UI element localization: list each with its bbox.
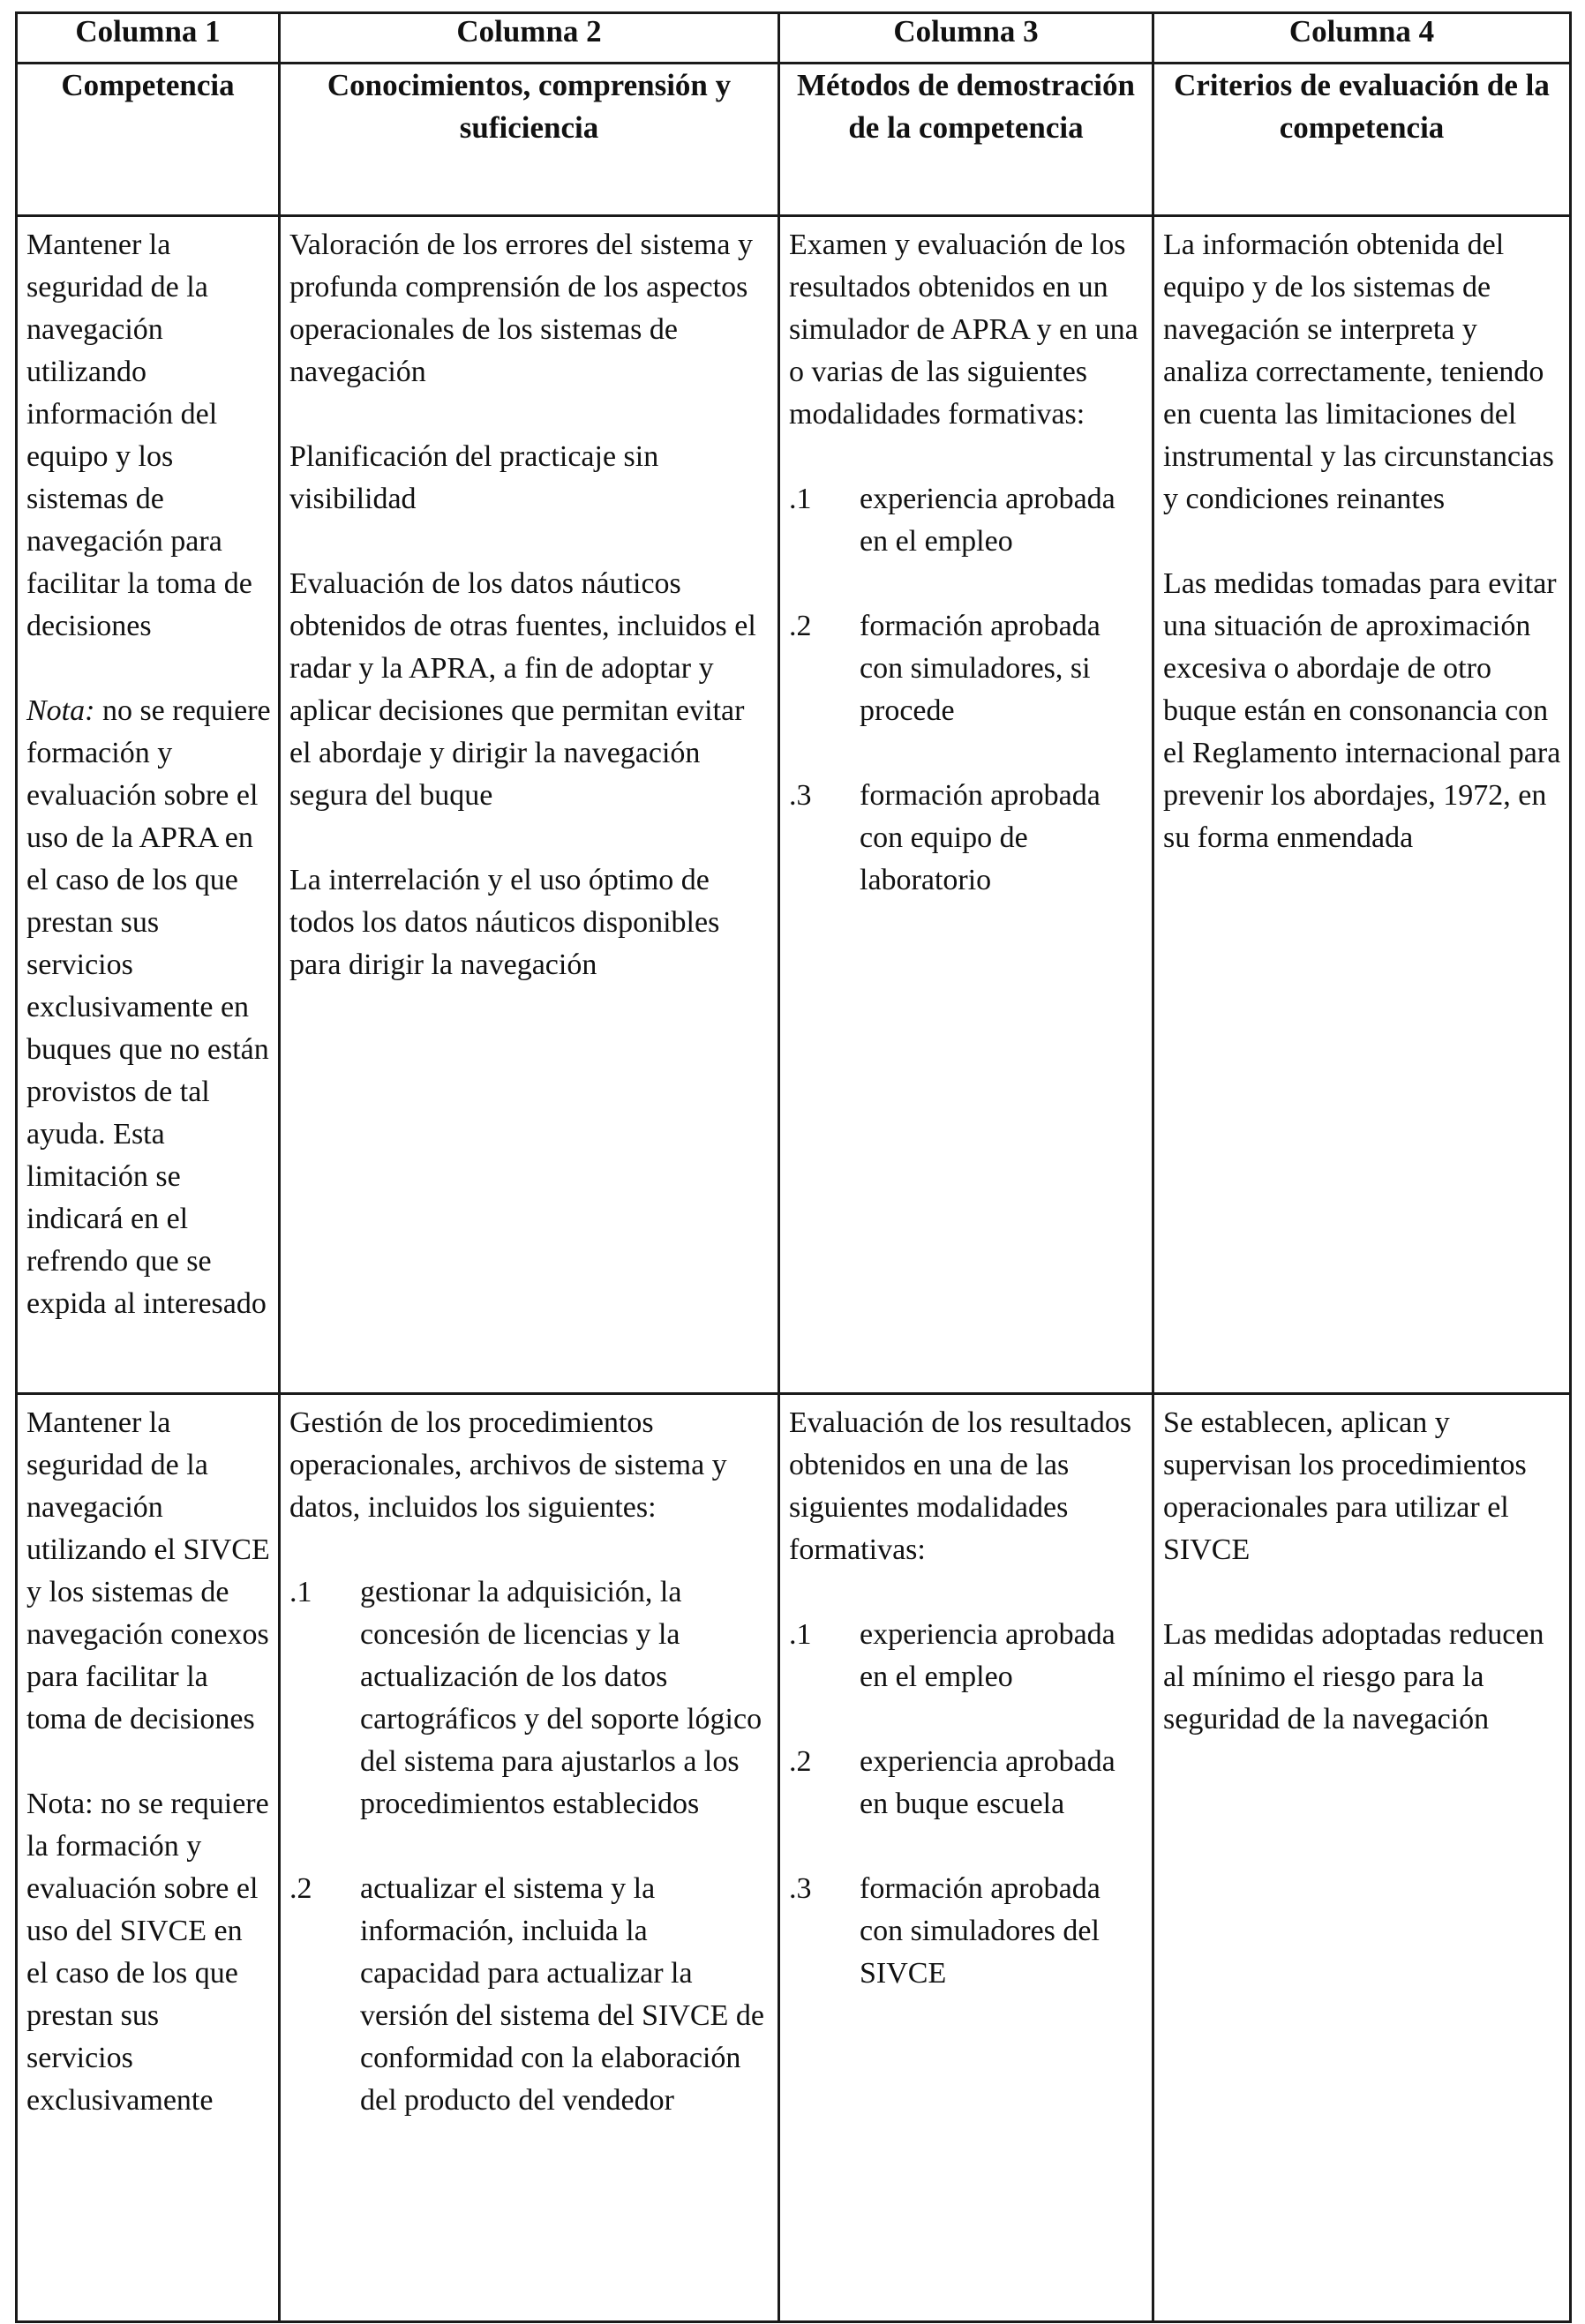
column-3-number: Columna 3 <box>779 13 1153 64</box>
header-metodos: Métodos de demostración de la competencia <box>779 64 1153 216</box>
list-item-number: .2 <box>789 1745 812 1778</box>
list-item <box>789 478 1145 563</box>
competencia-cell <box>17 1394 280 2322</box>
metodos-cell <box>779 216 1153 1394</box>
list-item <box>289 1571 770 1825</box>
list-item-text: experiencia aprobada en buque escuela <box>860 1745 1116 1820</box>
header-competencia: Competencia <box>17 64 280 216</box>
conocimientos-paragraph: Planificación del practicaje sin visibilidad <box>289 440 659 515</box>
header-criterios: Criterios de evaluación de la competencia <box>1153 64 1571 216</box>
header-conocimientos: Conocimientos, comprensión y suficiencia <box>280 64 779 216</box>
criterios-cell <box>1153 216 1571 1394</box>
list-item <box>789 1868 1145 1995</box>
list-item-text: gestionar la adquisición, la concesión de licencias y la actualización de los datos cartográficos y del soporte lógico del sistema para ajustarlos a los procedimientos establecidos <box>360 1576 762 1820</box>
list-item <box>789 605 1145 732</box>
column-2-number: Columna 2 <box>280 13 779 64</box>
metodos-list <box>789 478 1145 902</box>
list-item-number: .2 <box>789 610 812 642</box>
list-item-text: actualizar el sistema y la información, incluida la capacidad para actualizar la versión del sistema del SIVCE de conformidad con la elaboración del producto del vendedor <box>360 1872 764 2117</box>
table-row <box>17 216 1571 1394</box>
conocimientos-intro: Gestión de los procedimientos operacionales, archivos de sistema y datos, incluidos los siguientes: <box>289 1406 727 1524</box>
criterios-cell <box>1153 1394 1571 2322</box>
competencia-text: Mantener la seguridad de la navegación utilizando información del equipo y los sistemas de navegación para facilitar la toma de decisiones <box>26 229 252 642</box>
conocimientos-paragraph: Evaluación de los datos náuticos obtenidos de otras fuentes, incluidos el radar y la APRA, a fin de adoptar y aplicar decisiones que permitan evitar el abordaje y dirigir la navegación segura del buque <box>289 567 756 812</box>
metodos-cell <box>779 1394 1153 2322</box>
list-item <box>789 1741 1145 1825</box>
list-item <box>289 1868 770 2122</box>
list-item-number: .3 <box>789 1872 812 1905</box>
list-item-number: .3 <box>789 779 812 812</box>
list-item-text: experiencia aprobada en el empleo <box>860 483 1116 558</box>
competencia-cell <box>17 216 280 1394</box>
criterios-paragraph: Las medidas tomadas para evitar una situación de aproximación excesiva o abordaje de otro buque están en consonancia con el Reglamento internacional para prevenir los abordajes, 1972, en su forma enmendada <box>1163 567 1561 854</box>
criterios-paragraph: Se establecen, aplican y supervisan los procedimientos operacionales para utilizar el SIVCE <box>1163 1406 1527 1566</box>
competence-table <box>15 11 1572 2323</box>
criterios-paragraph: La información obtenida del equipo y de los sistemas de navegación se interpreta y analiza correctamente, teniendo en cuenta las limitaciones del instrumental y las circunstancias y condiciones reinantes <box>1163 229 1554 515</box>
metodos-intro: Evaluación de los resultados obtenidos en una de las siguientes modalidades formativas: <box>789 1406 1132 1566</box>
column-number-row <box>17 13 1571 64</box>
list-item-number: .1 <box>789 483 812 515</box>
conocimientos-paragraph: Valoración de los errores del sistema y profunda comprensión de los aspectos operacionales de los sistemas de navegación <box>289 229 753 388</box>
list-item-text: formación aprobada con simuladores del SIVCE <box>860 1872 1100 1990</box>
nota-paragraph <box>26 690 271 1325</box>
list-item-text: formación aprobada con simuladores, si procede <box>860 610 1100 727</box>
list-item-number: .2 <box>289 1872 312 1905</box>
conocimientos-cell <box>280 216 779 1394</box>
list-item-text: experiencia aprobada en el empleo <box>860 1618 1116 1693</box>
metodos-list <box>789 1614 1145 1995</box>
table-row <box>17 1394 1571 2322</box>
list-item-number: .1 <box>289 1576 312 1608</box>
nota-text: no se requiere formación y evaluación sobre el uso de la APRA en el caso de los que prestan sus servicios exclusivamente en buques que no están provistos de tal ayuda. Esta limitación se indicará en el refrendo que se expida al interesado <box>26 694 271 1320</box>
list-item <box>789 1614 1145 1698</box>
competencia-text: Mantener la seguridad de la navegación utilizando el SIVCE y los sistemas de navegación conexos para facilitar la toma de decisiones <box>26 1406 270 1736</box>
nota-paragraph: Nota: no se requiere la formación y evaluación sobre el uso del SIVCE en el caso de los que prestan sus servicios exclusivamente <box>26 1788 269 2117</box>
list-item <box>789 775 1145 902</box>
metodos-intro: Examen y evaluación de los resultados obtenidos en un simulador de APRA y en una o varias de las siguientes modalidades formativas: <box>789 229 1138 431</box>
criterios-paragraph: Las medidas adoptadas reducen al mínimo el riesgo para la seguridad de la navegación <box>1163 1618 1544 1736</box>
list-item-text: formación aprobada con equipo de laboratorio <box>860 779 1100 896</box>
conocimientos-list <box>289 1571 770 2122</box>
column-header-row <box>17 64 1571 216</box>
conocimientos-paragraph: La interrelación y el uso óptimo de todos los datos náuticos disponibles para dirigir la navegación <box>289 864 720 981</box>
column-1-number: Columna 1 <box>17 13 280 64</box>
list-item-number: .1 <box>789 1618 812 1651</box>
nota-label: Nota: <box>26 694 95 727</box>
conocimientos-cell <box>280 1394 779 2322</box>
column-4-number: Columna 4 <box>1153 13 1571 64</box>
